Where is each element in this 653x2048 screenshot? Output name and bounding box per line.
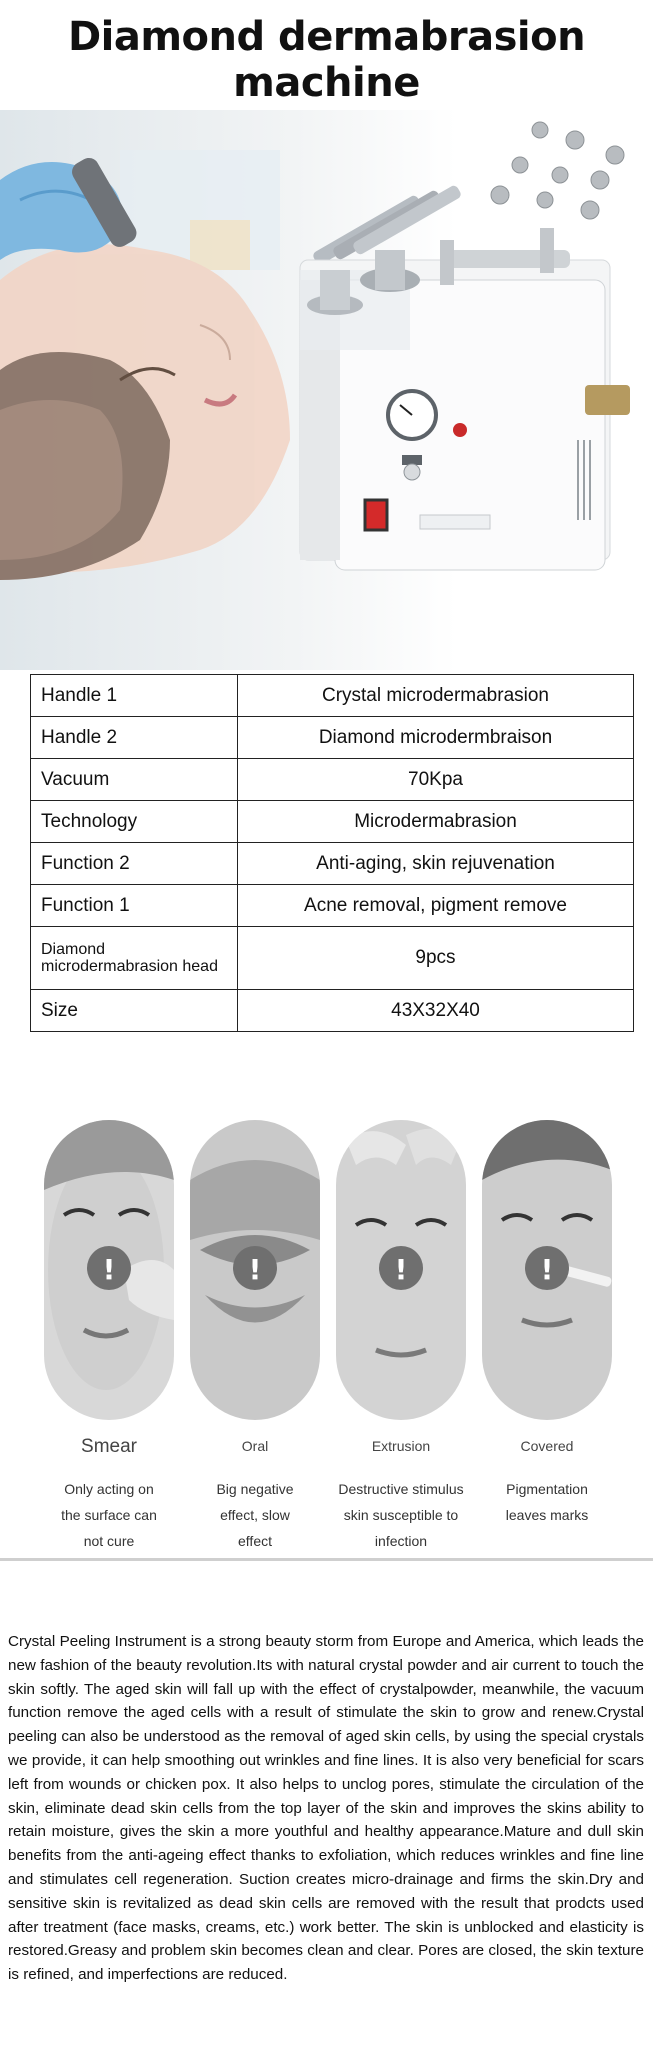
spec-value: 70Kpa	[238, 759, 634, 801]
product-description: Crystal Peeling Instrument is a strong beauty storm from Europe and America, which leads the new fashion of the beauty revolution.Its with natural crystal powder and air current to touch the skin softly. The aged skin will fall up with the effect of crystalpowder, meanwhile, the vacuum function remove the aged cells with a result of stimulate the skin to grow and renew.Crystal peeling can also be understood as the removal of aged skin cells, by using the special crystals we provide, it can help smoothing out wrinkles and fine lines. It is also very beneficial for scars left from wounds or chicken pox. It also helps to unclog pores, stimulate the circulation of the skin, eliminate dead skin cells from the top layer of the skin and improves the skins ability to retain moisture, gives the skin a more youthful and healthy appearance.Mature and dull skin benefits from the anti-ageing effect thanks to exfoliation, which reduces wrinkles and fine line and stimulates cell regeneration. Suction creates micro-drainage and firms the skin.Dry and sensitive skin is revitalized as dead skin cells are removed with the result that prodcts used after treatment (face masks, creams, etc.) work better. The skin is unblocked and elasticity is restored.Greasy and problem skin becomes clean and clear. Pores are closed, the skin texture is refined, and imperfections are reduced.	[8, 1633, 644, 1984]
diamond-heads	[491, 122, 624, 219]
spec-key: Handle 1	[31, 675, 238, 717]
issue-desc: Pigmentation leaves marks	[505, 1481, 589, 1523]
spec-table	[30, 674, 634, 1032]
table-row	[31, 759, 634, 801]
issue-title: Smear	[81, 1436, 137, 1457]
spec-value: 9pcs	[238, 927, 634, 990]
spec-key: Handle 2	[31, 717, 238, 759]
spec-key: Size	[31, 990, 238, 1032]
table-row	[31, 927, 634, 990]
issue-desc: Only acting on the surface can not cure	[61, 1481, 157, 1549]
spec-key: Vacuum	[31, 759, 238, 801]
svg-text:!: !	[394, 1253, 408, 1286]
svg-text:!: !	[248, 1253, 262, 1286]
spec-key: Technology	[31, 801, 238, 843]
machine-body	[300, 228, 630, 570]
spec-value: Acne removal, pigment remove	[238, 885, 634, 927]
table-row	[31, 990, 634, 1032]
spec-value: Anti-aging, skin rejuvenation	[238, 843, 634, 885]
extrusion-photo	[336, 1120, 466, 1420]
oral-photo	[190, 1120, 320, 1420]
table-row	[31, 885, 634, 927]
section-divider	[0, 1558, 653, 1561]
spec-key: Function 1	[31, 885, 238, 927]
product-illustration	[0, 110, 653, 670]
treatment-issues	[0, 1108, 653, 1558]
spec-value: Diamond microdermbraison	[238, 717, 634, 759]
woman-face	[0, 244, 290, 580]
spec-value: Crystal microdermabrasion	[238, 675, 634, 717]
issue-title: Covered	[520, 1438, 574, 1454]
issue-desc: Big negative effect, slow effect	[216, 1481, 294, 1549]
table-row	[31, 843, 634, 885]
table-row	[31, 675, 634, 717]
table-row	[31, 717, 634, 759]
spec-key: Function 2	[31, 843, 238, 885]
spec-key: Diamond microdermabrasion head	[31, 927, 238, 990]
table-row	[31, 801, 634, 843]
product-hero-image	[0, 110, 653, 670]
page-title: Diamond dermabrasion machine	[67, 14, 586, 106]
gloved-hand	[0, 154, 140, 260]
issue-desc: Destructive stimulus skin susceptible to infection	[338, 1481, 464, 1549]
svg-text:!: !	[540, 1253, 554, 1286]
issue-title: Oral	[241, 1438, 269, 1454]
smear-photo	[44, 1120, 174, 1420]
spec-value: 43X32X40	[238, 990, 634, 1032]
spec-value: Microdermabrasion	[238, 801, 634, 843]
issue-title: Extrusion	[371, 1438, 431, 1454]
covered-photo	[482, 1120, 612, 1420]
svg-text:!: !	[102, 1253, 116, 1286]
